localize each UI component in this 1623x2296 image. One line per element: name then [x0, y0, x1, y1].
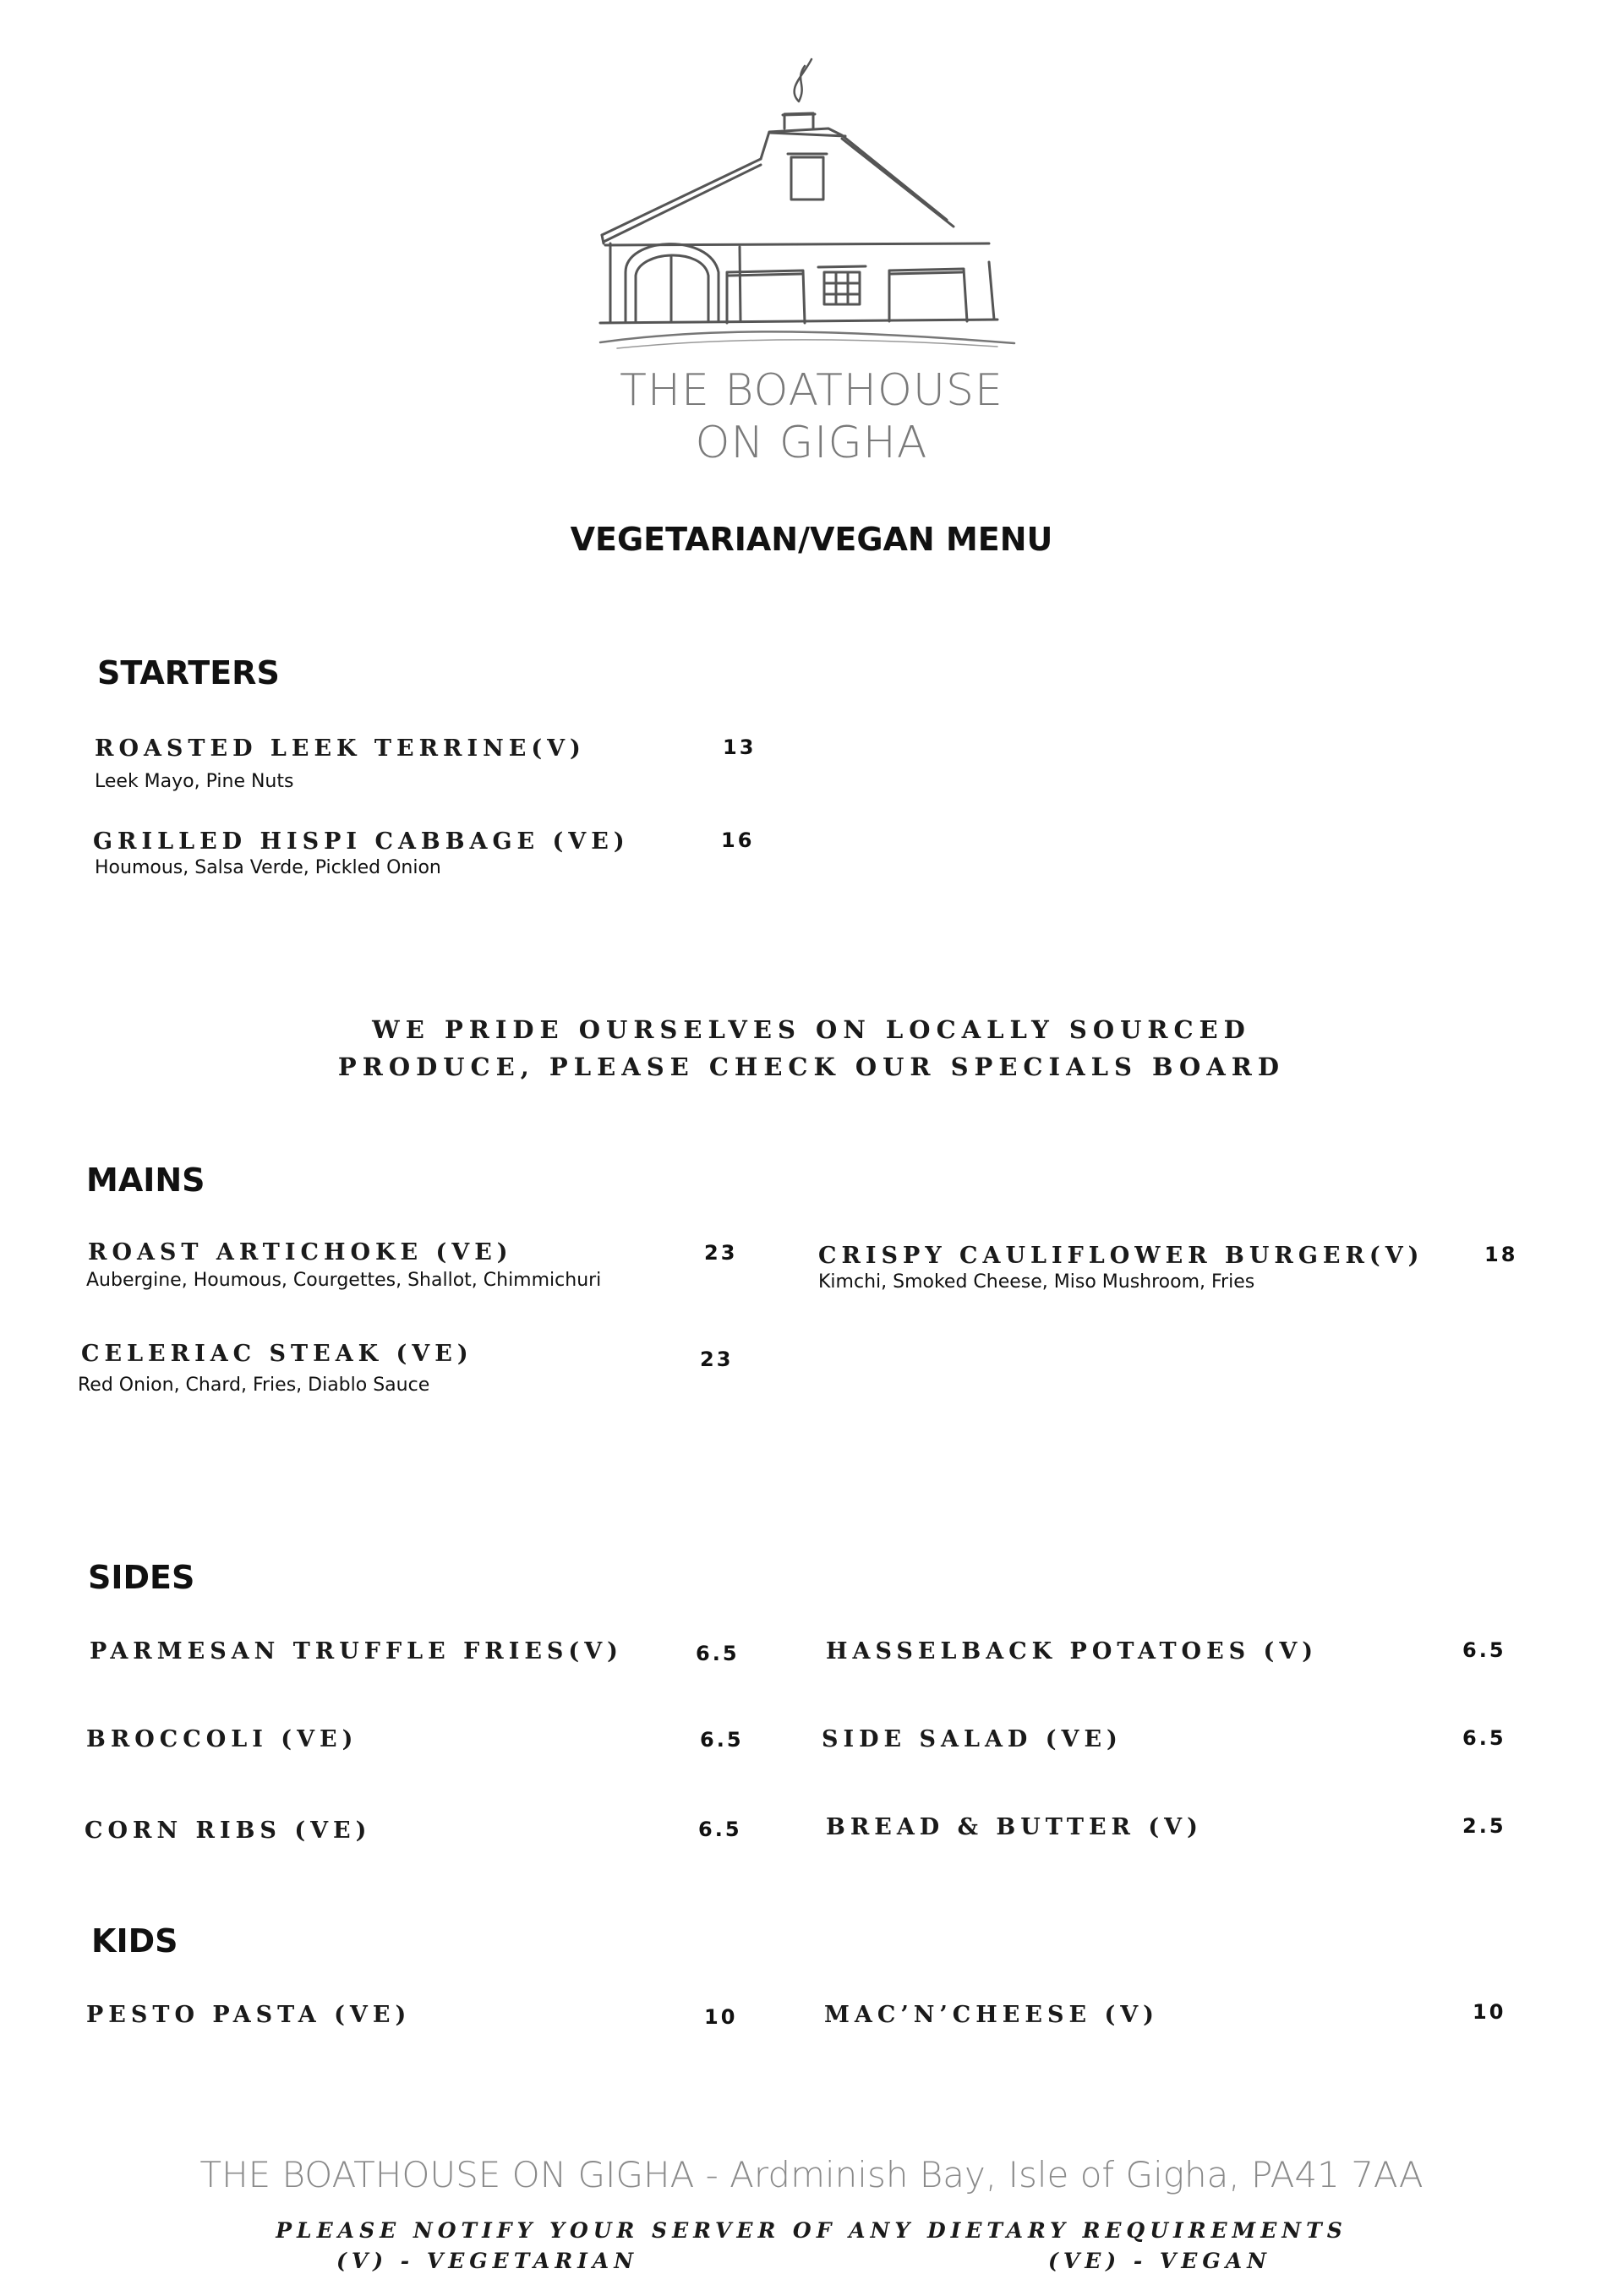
- starter-item-name: GRILLED HISPI CABBAGE (VE): [93, 828, 630, 855]
- brand-name-line1: THE BOATHOUSE: [620, 365, 1003, 416]
- locally-sourced-notice-line2: PRODUCE, PLEASE CHECK OUR SPECIALS BOARD: [337, 1052, 1286, 1081]
- main-item-price: 23: [704, 1241, 738, 1265]
- boathouse-sketch-icon: [592, 51, 1031, 372]
- side-item-price: 6.5: [700, 1728, 744, 1752]
- main-item-desc: Kimchi, Smoked Cheese, Miso Mushroom, Fries: [818, 1271, 1255, 1293]
- starter-item-price: 13: [723, 735, 757, 759]
- main-item-desc: Aubergine, Houmous, Courgettes, Shallot, Chimmichuri: [86, 1270, 602, 1291]
- menu-title: VEGETARIAN/VEGAN MENU: [570, 521, 1053, 558]
- footer-address: THE BOATHOUSE ON GIGHA - Ardminish Bay, Isle of Gigha, PA41 7AA: [199, 2154, 1424, 2195]
- section-heading-starters: STARTERS: [97, 654, 280, 692]
- main-item-name: ROAST ARTICHOKE (VE): [88, 1239, 513, 1266]
- legend-vegetarian: (V) - VEGETARIAN: [336, 2249, 639, 2273]
- side-item-name: CORN RIBS (VE): [85, 1818, 372, 1844]
- kids-item-name: MAC’N’CHEESE (V): [824, 2002, 1159, 2028]
- locally-sourced-notice-line1: WE PRIDE OURSELVES ON LOCALLY SOURCED: [372, 1015, 1251, 1044]
- kids-item-name: PESTO PASTA (VE): [86, 2002, 412, 2028]
- side-item-name: BROCCOLI (VE): [86, 1726, 358, 1752]
- side-item-name: HASSELBACK POTATOES (V): [826, 1638, 1319, 1665]
- dietary-requirements-note: PLEASE NOTIFY YOUR SERVER OF ANY DIETARY REQUIREMENTS: [276, 2218, 1347, 2243]
- side-item-price: 6.5: [1462, 1638, 1506, 1662]
- side-item-price: 6.5: [1462, 1726, 1506, 1750]
- main-item-desc: Red Onion, Chard, Fries, Diablo Sauce: [78, 1375, 430, 1396]
- starter-item-name: ROASTED LEEK TERRINE(V): [95, 735, 586, 762]
- main-item-price: 18: [1484, 1243, 1518, 1266]
- section-heading-mains: MAINS: [86, 1162, 205, 1199]
- main-item-name: CRISPY CAULIFLOWER BURGER(V): [818, 1243, 1424, 1269]
- side-item-price: 2.5: [1462, 1814, 1506, 1838]
- kids-item-price: 10: [704, 2005, 738, 2029]
- brand-name-line2: ON GIGHA: [695, 418, 928, 468]
- section-heading-kids: KIDS: [91, 1922, 178, 1960]
- side-item-name: SIDE SALAD (VE): [822, 1726, 1123, 1752]
- main-item-price: 23: [700, 1348, 734, 1371]
- kids-item-price: 10: [1473, 2000, 1506, 2024]
- side-item-name: PARMESAN TRUFFLE FRIES(V): [90, 1638, 623, 1665]
- starter-item-desc: Leek Mayo, Pine Nuts: [95, 771, 294, 792]
- legend-vegan: (VE) - VEGAN: [1048, 2249, 1271, 2273]
- side-item-name: BREAD & BUTTER (V): [826, 1814, 1203, 1840]
- main-item-name: CELERIAC STEAK (VE): [81, 1341, 473, 1367]
- side-item-price: 6.5: [696, 1642, 740, 1665]
- section-heading-sides: SIDES: [88, 1559, 195, 1596]
- starter-item-price: 16: [721, 828, 755, 852]
- starter-item-desc: Houmous, Salsa Verde, Pickled Onion: [95, 857, 441, 878]
- side-item-price: 6.5: [698, 1818, 742, 1841]
